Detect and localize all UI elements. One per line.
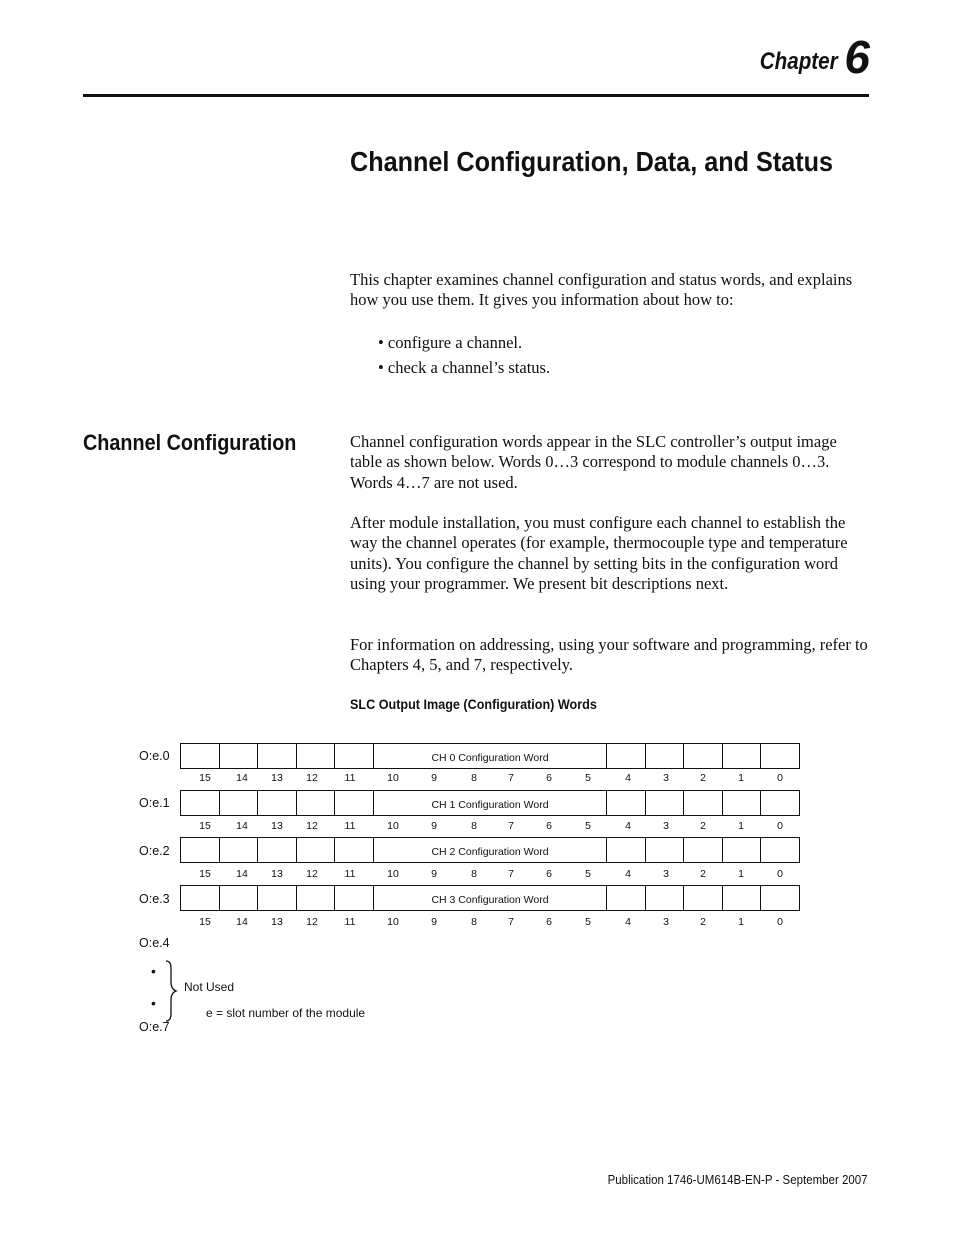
bit-number: 12 [306, 820, 318, 832]
bit-number: 8 [471, 916, 477, 928]
bit-number: 6 [546, 772, 552, 784]
configuration-word-label: CH 2 Configuration Word [431, 846, 549, 858]
bit-number-row [180, 820, 800, 834]
bit-number: 11 [344, 820, 356, 832]
bit-number: 13 [271, 916, 283, 928]
bit-cell [181, 791, 220, 815]
word-address-label: O:e.2 [139, 844, 170, 858]
bit-number: 15 [199, 772, 211, 784]
bit-number: 10 [387, 916, 399, 928]
merged-bit-cell [374, 791, 607, 815]
bit-number: 8 [471, 868, 477, 880]
intro-paragraph: This chapter examines channel configuration and status words, and explains how you use them. It gives you information about how to: [350, 270, 853, 310]
bit-cell [335, 744, 374, 768]
bit-cell [220, 791, 258, 815]
bit-number: 13 [271, 820, 283, 832]
brace-icon [164, 960, 180, 1022]
bit-number: 7 [508, 820, 514, 832]
bit-number: 7 [508, 868, 514, 880]
bit-number: 9 [431, 820, 437, 832]
section-paragraph-3: For information on addressing, using your software and programming, refer to Chapters 4, 5, and 7, respectively. [350, 635, 868, 675]
bit-cell [607, 886, 646, 910]
bit-number: 14 [236, 916, 248, 928]
bullet-item: • check a channel’s status. [378, 355, 550, 380]
bit-cell [220, 886, 258, 910]
configuration-word-register [180, 743, 800, 769]
bit-cell [646, 791, 684, 815]
bit-cell [723, 886, 761, 910]
bit-number: 1 [738, 772, 744, 784]
publication-footer: Publication 1746-UM614B-EN-P - September 2007 [608, 1173, 868, 1187]
bit-number: 15 [199, 820, 211, 832]
bit-cell [335, 791, 374, 815]
bit-number: 5 [585, 868, 591, 880]
bit-number-row [180, 916, 800, 930]
bit-number: 9 [431, 916, 437, 928]
bit-number: 0 [777, 916, 783, 928]
bit-number: 10 [387, 820, 399, 832]
word-address-label: O:e.0 [139, 749, 170, 763]
section-paragraph-2: After module installation, you must configure each channel to establish the way the channel operates (for example, thermocouple type and temperature units). You configure the channel by setting bits in the configuration word using your programmer. We present bit descriptions next. [350, 513, 848, 594]
bit-number: 5 [585, 772, 591, 784]
bit-number: 9 [431, 772, 437, 784]
word-address-label: O:e.7 [139, 1020, 170, 1034]
bit-number: 12 [306, 772, 318, 784]
bit-cell [181, 838, 220, 862]
intro-bullet-list [378, 330, 550, 380]
bit-cell [646, 886, 684, 910]
bit-number: 10 [387, 868, 399, 880]
bit-cell [258, 744, 297, 768]
bit-cell [607, 791, 646, 815]
bit-number: 11 [344, 772, 356, 784]
bit-number: 5 [585, 820, 591, 832]
bit-cell [761, 791, 801, 815]
bit-cell [297, 744, 335, 768]
merged-bit-cell [374, 886, 607, 910]
bit-cell [335, 886, 374, 910]
bit-cell [684, 838, 723, 862]
bit-number: 4 [625, 868, 631, 880]
configuration-word-register [180, 790, 800, 816]
bit-cell [297, 838, 335, 862]
bit-cell [297, 791, 335, 815]
bit-number: 11 [344, 868, 356, 880]
merged-bit-cell [374, 744, 607, 768]
bit-number: 13 [271, 772, 283, 784]
bit-number: 3 [663, 868, 669, 880]
bit-number: 13 [271, 868, 283, 880]
page-title: Channel Configuration, Data, and Status [350, 146, 834, 177]
bit-number-row [180, 772, 800, 786]
bit-cell [646, 838, 684, 862]
bit-cell [646, 744, 684, 768]
bit-number: 3 [663, 772, 669, 784]
bit-number: 7 [508, 916, 514, 928]
chapter-label: Chapter [760, 48, 838, 75]
bit-number: 12 [306, 916, 318, 928]
bit-number-row [180, 868, 800, 882]
bit-cell [684, 791, 723, 815]
ellipsis-dot: • [151, 995, 156, 1011]
bit-number: 1 [738, 916, 744, 928]
bit-number: 8 [471, 820, 477, 832]
section-paragraph-1: Channel configuration words appear in the SLC controller’s output image table as shown below. Words 0…3 correspond to module channels 0…3. Words 4…7 are not used. [350, 432, 837, 492]
bit-number: 2 [700, 916, 706, 928]
bit-number: 2 [700, 820, 706, 832]
bit-number: 1 [738, 820, 744, 832]
bit-number: 6 [546, 916, 552, 928]
bit-number: 3 [663, 916, 669, 928]
bit-number: 14 [236, 868, 248, 880]
bit-number: 14 [236, 772, 248, 784]
bit-number: 4 [625, 916, 631, 928]
bit-cell [761, 838, 801, 862]
word-address-label: O:e.3 [139, 892, 170, 906]
bit-number: 14 [236, 820, 248, 832]
bit-number: 6 [546, 868, 552, 880]
bit-number: 12 [306, 868, 318, 880]
bit-number: 15 [199, 868, 211, 880]
bit-number: 5 [585, 916, 591, 928]
bit-cell [684, 744, 723, 768]
bit-cell [723, 791, 761, 815]
bit-cell [258, 886, 297, 910]
bit-cell [181, 744, 220, 768]
bit-number: 9 [431, 868, 437, 880]
bit-cell [335, 838, 374, 862]
not-used-label: Not Used [184, 980, 235, 994]
slot-note: e = slot number of the module [206, 1006, 366, 1020]
bit-cell [220, 744, 258, 768]
bit-cell [684, 886, 723, 910]
configuration-word-label: CH 3 Configuration Word [431, 894, 549, 906]
configuration-word-register [180, 837, 800, 863]
bit-cell [723, 744, 761, 768]
bit-number: 4 [625, 772, 631, 784]
bit-cell [297, 886, 335, 910]
bit-number: 0 [777, 820, 783, 832]
ellipsis-dot: • [151, 963, 156, 979]
bit-cell [607, 744, 646, 768]
bit-number: 15 [199, 916, 211, 928]
bit-number: 8 [471, 772, 477, 784]
bullet-item: • configure a channel. [378, 330, 550, 355]
bit-cell [607, 838, 646, 862]
bit-number: 2 [700, 772, 706, 784]
bit-cell [761, 744, 801, 768]
chapter-number: 6 [844, 31, 870, 83]
bit-number: 2 [700, 868, 706, 880]
configuration-word-label: CH 1 Configuration Word [431, 799, 549, 811]
bit-number: 6 [546, 820, 552, 832]
header-rule [83, 94, 869, 97]
configuration-word-register [180, 885, 800, 911]
figure-title: SLC Output Image (Configuration) Words [350, 696, 597, 712]
word-address-label: O:e.4 [139, 936, 170, 950]
bit-number: 1 [738, 868, 744, 880]
bit-number: 3 [663, 820, 669, 832]
bit-cell [220, 838, 258, 862]
bit-cell [181, 886, 220, 910]
bit-number: 4 [625, 820, 631, 832]
bit-cell [761, 886, 801, 910]
bit-number: 10 [387, 772, 399, 784]
bit-number: 7 [508, 772, 514, 784]
bit-number: 0 [777, 772, 783, 784]
configuration-word-label: CH 0 Configuration Word [431, 752, 549, 764]
word-address-label: O:e.1 [139, 796, 170, 810]
bit-cell [723, 838, 761, 862]
bit-number: 0 [777, 868, 783, 880]
merged-bit-cell [374, 838, 607, 862]
bit-cell [258, 791, 297, 815]
bit-cell [258, 838, 297, 862]
bit-number: 11 [344, 916, 356, 928]
section-heading: Channel Configuration [83, 430, 297, 455]
